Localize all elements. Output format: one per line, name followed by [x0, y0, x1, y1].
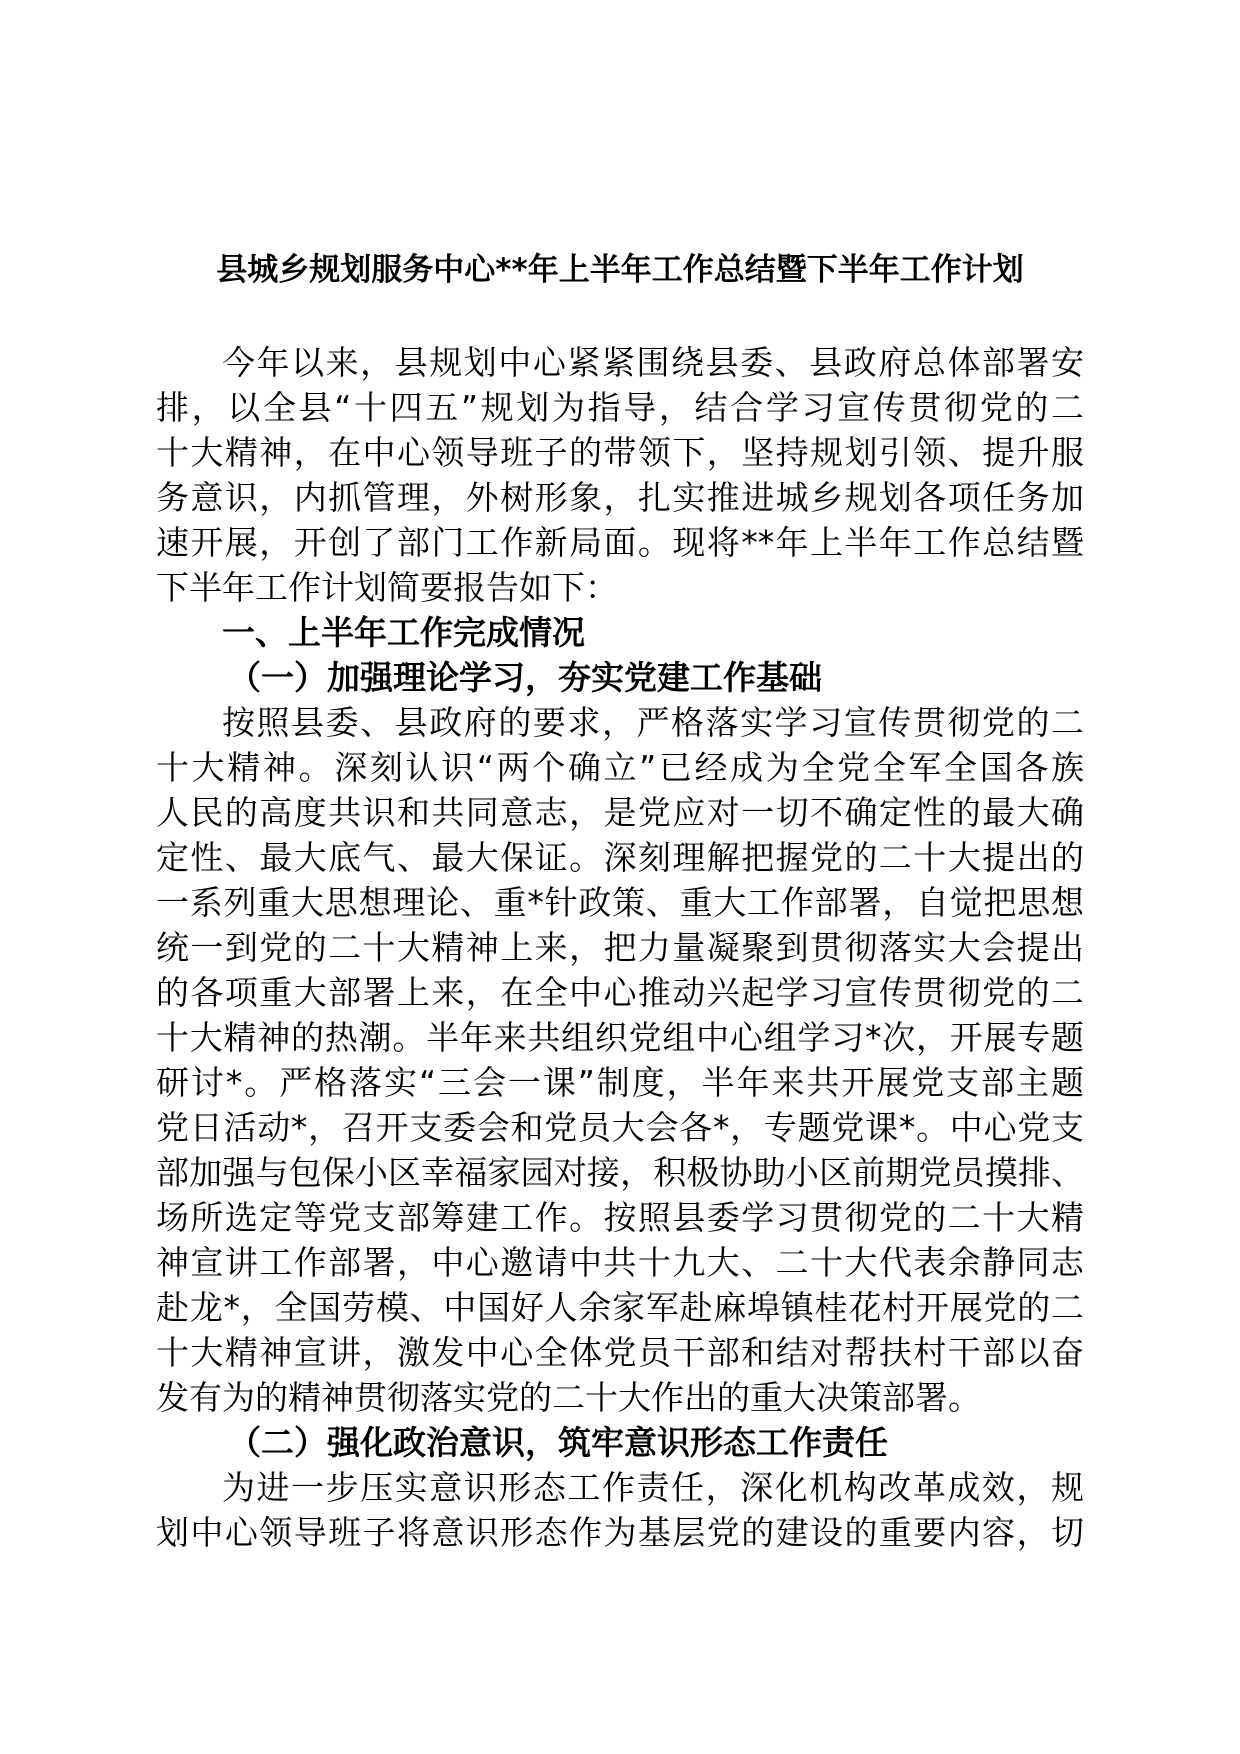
paragraph-line: 一系列重大思想理论、重*针政策、重大工作部署，自觉把思想 [156, 883, 1084, 922]
paragraph-last-line: 发有为的精神贯彻落实党的二十大作出的重大决策部署。 [156, 1378, 981, 1417]
section-heading: 一、上半年工作完成情况 [222, 613, 585, 652]
paragraph-first-line: 按照县委、县政府的要求，严格落实学习宣传贯彻党的二 [222, 703, 1084, 742]
document-body [156, 340, 1084, 1555]
paragraph-line: 赴龙*，全国劳模、中国好人余家军赴麻埠镇桂花村开展党的二 [156, 1288, 1084, 1327]
subsection-heading: （二）强化政治意识，筑牢意识形态工作责任 [228, 1423, 888, 1462]
paragraph-line: 研讨*。严格落实“三会一课”制度，半年来共开展党支部主题 [156, 1063, 1084, 1102]
paragraph-first-line: 今年以来，县规划中心紧紧围绕县委、县政府总体部署安 [222, 343, 1084, 382]
paragraph-line: 场所选定等党支部筹建工作。按照县委学习贯彻党的二十大精 [156, 1198, 1084, 1237]
paragraph-line: 神宣讲工作部署，中心邀请中共十九大、二十大代表余静同志 [156, 1243, 1084, 1282]
paragraph-line: 十大精神宣讲，激发中心全体党员干部和结对帮扶村干部以奋 [156, 1333, 1084, 1372]
paragraph-line: 十大精神。深刻认识“两个确立”已经成为全党全军全国各族 [156, 748, 1084, 787]
paragraph-last-line: 下半年工作计划简要报告如下： [156, 568, 618, 607]
paragraph-line: 人民的高度共识和共同意志，是党应对一切不确定性的最大确 [156, 793, 1084, 832]
paragraph-line: 统一到党的二十大精神上来，把力量凝聚到贯彻落实大会提出 [156, 928, 1084, 967]
document-title: 县城乡规划服务中心**年上半年工作总结暨下半年工作计划 [216, 252, 1024, 288]
paragraph-first-line: 为进一步压实意识形态工作责任，深化机构改革成效，规 [222, 1468, 1084, 1507]
paragraph-line: 定性、最大底气、最大保证。深刻理解把握党的二十大提出的 [156, 838, 1084, 877]
paragraph-line: 的各项重大部署上来，在全中心推动兴起学习宣传贯彻党的二 [156, 973, 1084, 1012]
paragraph-line: 党日活动*，召开支委会和党员大会各*，专题党课*。中心党支 [156, 1108, 1084, 1147]
paragraph-line: 速开展，开创了部门工作新局面。现将**年上半年工作总结暨 [156, 523, 1084, 562]
paragraph-line: 务意识，内抓管理，外树形象，扎实推进城乡规划各项任务加 [156, 478, 1084, 517]
paragraph-line: 划中心领导班子将意识形态作为基层党的建设的重要内容，切 [156, 1513, 1084, 1552]
paragraph-line: 十大精神，在中心领导班子的带领下，坚持规划引领、提升服 [156, 433, 1084, 472]
paragraph-line: 排，以全县“十四五”规划为指导，结合学习宣传贯彻党的二 [156, 388, 1084, 427]
paragraph-line: 部加强与包保小区幸福家园对接，积极协助小区前期党员摸排、 [156, 1153, 1084, 1192]
paragraph-line: 十大精神的热潮。半年来共组织党组中心组学习*次，开展专题 [156, 1018, 1084, 1057]
subsection-heading: （一）加强理论学习，夯实党建工作基础 [228, 658, 822, 697]
